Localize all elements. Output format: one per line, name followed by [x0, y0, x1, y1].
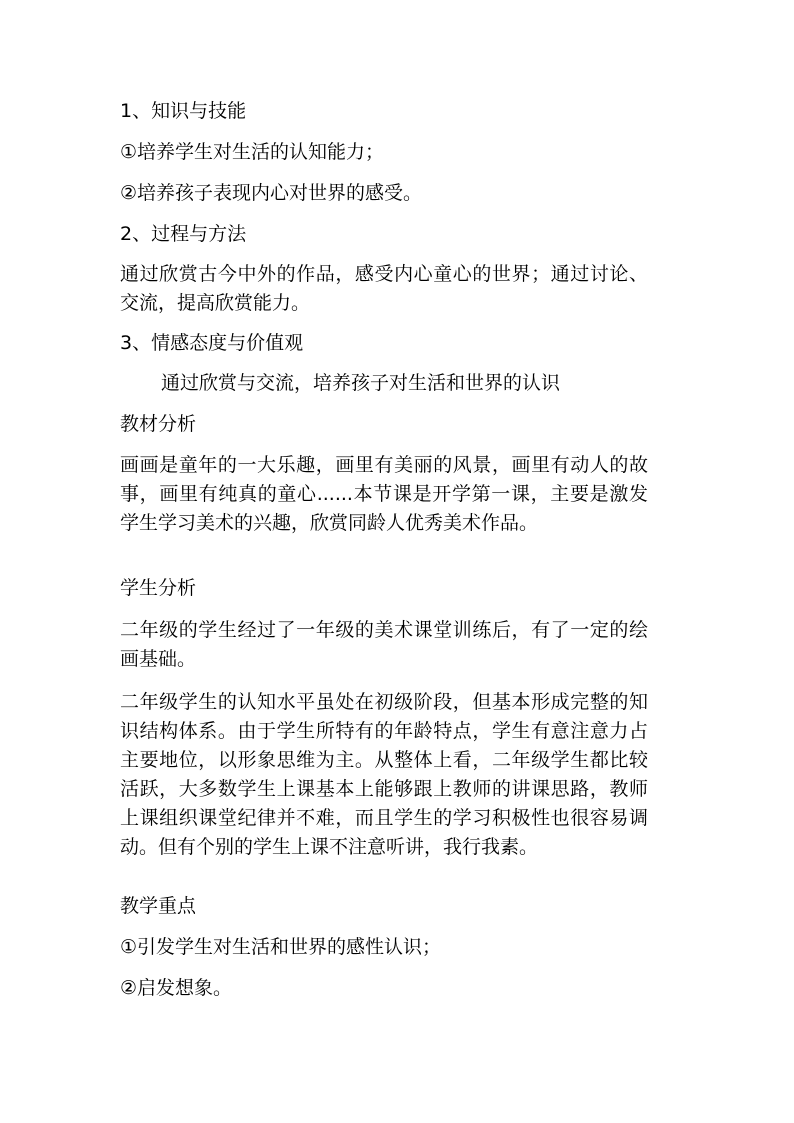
material-analysis-heading: 教材分析 [120, 413, 197, 435]
section-3-heading: 3、情感态度与价值观 [120, 332, 304, 354]
section-1-item-2: ②培养孩子表现内心对世界的感受。 [120, 182, 423, 204]
student-analysis-heading: 学生分析 [120, 577, 197, 599]
section-3-paragraph: 通过欣赏与交流，培养孩子对生活和世界的认识 [161, 372, 561, 394]
student-analysis-paragraph-1: 二年级的学生经过了一年级的美术课堂训练后，有了一定的绘画基础。 [120, 619, 648, 670]
section-2-heading: 2、过程与方法 [120, 223, 247, 245]
teaching-key-item-1: ①引发学生对生活和世界的感性认识； [120, 936, 442, 958]
teaching-key-item-2: ②启发想象。 [120, 977, 233, 999]
section-2-paragraph: 通过欣赏古今中外的作品，感受内心童心的世界；通过讨论、交流，提高欣赏能力。 [120, 263, 648, 314]
section-1-heading: 1、知识与技能 [120, 100, 247, 122]
teaching-key-heading: 教学重点 [120, 895, 197, 917]
student-analysis-paragraph-2: 二年级学生的认知水平虽处在初级阶段，但基本形成完整的知识结构体系。由于学生所特有的年龄特点，学生有意注意力占主要地位，以形象思维为主。从整体上看，二年级学生都比较活跃，大多数学生上课基本上能够跟上教师的讲课思路，教师上课组织课堂纪律并不难，而且学生的学习积极性也很容易调动。但有个别的学生上课不注意听讲，我行我素。 [120, 691, 648, 858]
material-analysis-paragraph: 画画是童年的一大乐趣，画里有美丽的风景，画里有动人的故事，画里有纯真的童心......本节课是开学第一课，主要是激发学生学习美术的兴趣，欣赏同龄人优秀美术作品。 [120, 454, 648, 534]
section-1-item-1: ①培养学生对生活的认知能力； [120, 141, 385, 163]
